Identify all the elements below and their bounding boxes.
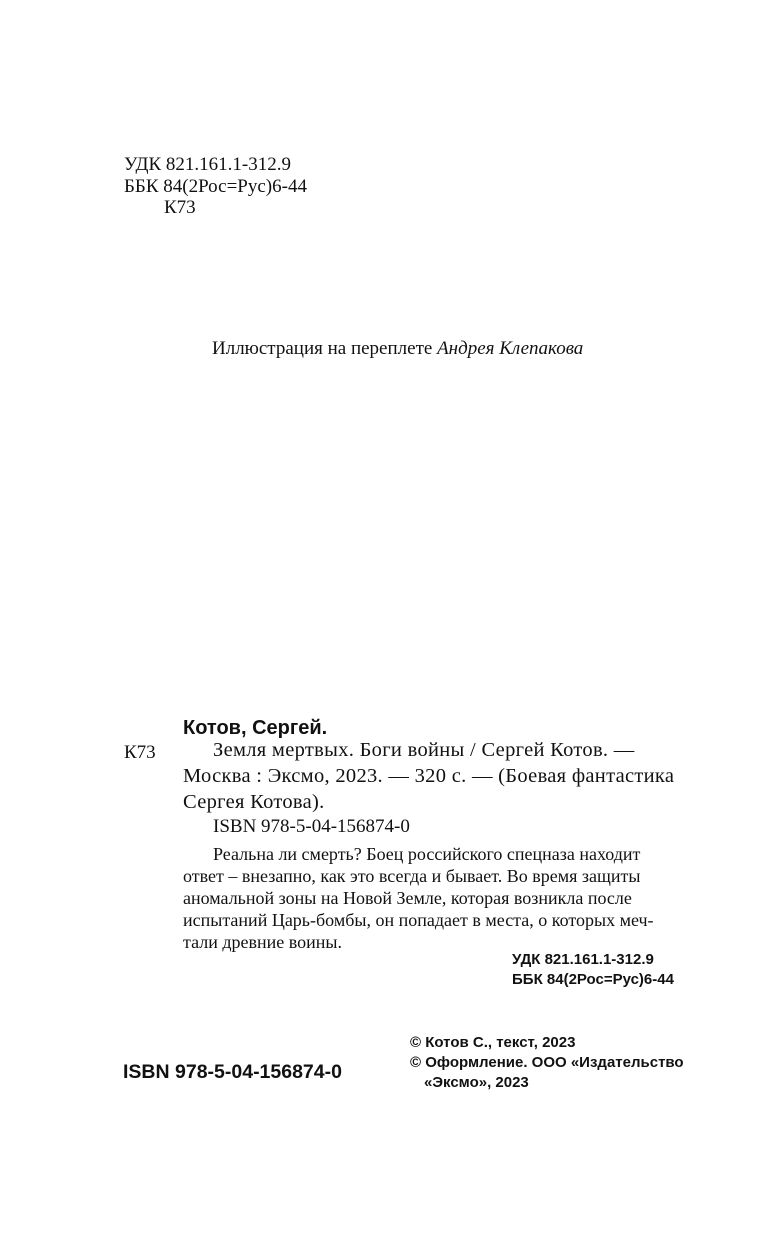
bib-line: Сергея Котова). [183,791,325,813]
copyright-block [410,1033,684,1093]
illustration-artist: Андрея Клепакова [437,338,584,359]
annotation-line: ответ – внезапно, как это всегда и бывает. Во время защиты [183,866,641,886]
annotation-line: Реальна ли смерть? Боец российского спецназа находит [213,844,641,864]
bib-line: Москва : Эксмо, 2023. — 320 с. — (Боевая фантастика [183,765,675,787]
copyright-line: © Оформление. ООО «Издательство [410,1054,684,1071]
bibliographic-description [183,737,688,815]
bbk-code-record: ББК 84(2Рос=Рус)6-44 [512,971,674,988]
copyright-line: «Эксмо», 2023 [424,1074,529,1091]
annotation-line: тали древние воины. [183,932,342,952]
bib-line: Земля мертвых. Боги войны / Сергей Котов. — [213,739,635,761]
copyright-line: © Котов С., текст, 2023 [410,1034,576,1051]
isbn-footer: ISBN 978-5-04-156874-0 [123,1061,342,1083]
illustration-prefix: Иллюстрация на переплете [212,338,438,359]
annotation-line: аномальной зоны на Новой Земле, которая возникла после [183,888,632,908]
author-mark-side: К73 [124,742,156,763]
author-heading: Котов, Сергей. [183,717,328,739]
isbn-record: ISBN 978-5-04-156874-0 [213,816,410,837]
udk-code-record: УДК 821.161.1-312.9 [512,951,654,968]
udk-code-top: УДК 821.161.1-312.9 [124,154,291,175]
illustration-credit [212,338,583,360]
bbk-code-top: ББК 84(2Рос=Рус)6-44 [124,176,307,197]
annotation-line: испытаний Царь-бомбы, он попадает в места, о которых меч- [183,910,654,930]
author-mark-top: К73 [164,197,196,218]
annotation [183,843,688,953]
